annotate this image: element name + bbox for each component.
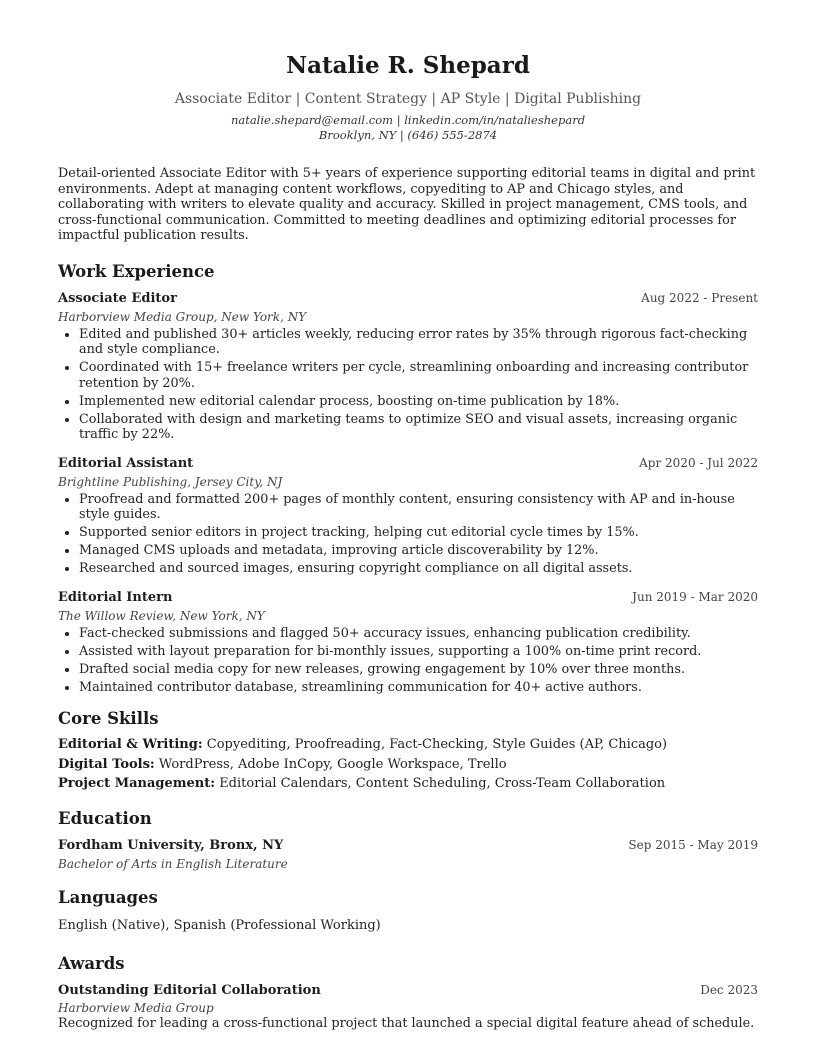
skill-row [58, 735, 758, 755]
education-section [58, 809, 758, 872]
skill-row [58, 755, 758, 775]
job-header [58, 589, 758, 606]
contact-line-location-phone: Brooklyn, NY | (646) 555-2874 [318, 128, 498, 142]
list-item: • Proofread and formatted 200+ pages of monthly content, ensuring consistency with AP and in-house style guides. [79, 492, 758, 523]
headline-tagline: Associate Editor | Content Strategy | AP Style | Digital Publishing [174, 91, 642, 107]
job-title: Editorial Assistant [58, 455, 194, 471]
list-item: • Assisted with layout preparation for bi-monthly issues, supporting a 100% on-time print record. [79, 644, 758, 660]
skill-values: Copyediting, Proofreading, Fact-Checking, Style Guides (AP, Chicago) [202, 737, 668, 752]
section-heading-awards: Awards [58, 953, 125, 973]
degree: Bachelor of Arts in English Literature [58, 856, 288, 871]
job-bullets [58, 626, 758, 696]
skill-category: Editorial & Writing: [58, 737, 203, 752]
list-item: • Fact-checked submissions and flagged 50+ accuracy issues, enhancing publication credibility. [79, 626, 758, 642]
job-organization: The Willow Review, New York, NY [58, 608, 265, 623]
award-description: Recognized for leading a cross-functional project that launched a special digital feature ahead of schedule. [58, 1015, 755, 1031]
list-item: • Researched and sourced images, ensuring copyright compliance on all digital assets. [79, 561, 758, 577]
contact-line-email-linkedin: natalie.shepard@email.com | linkedin.com/in/natalieshepard [230, 113, 586, 127]
job-bullets [58, 492, 758, 577]
job-organization: Harborview Media Group, New York, NY [58, 309, 307, 324]
list-item: • Collaborated with design and marketing teams to optimize SEO and visual assets, increasing organic traffic by 22%. [79, 412, 758, 443]
job-dates: Apr 2020 - Jul 2022 [639, 455, 758, 470]
job-title: Editorial Intern [58, 589, 173, 605]
list-item: • Implemented new editorial calendar process, boosting on-time publication by 18%. [79, 394, 758, 410]
job-entry [58, 455, 758, 577]
job-title: Associate Editor [58, 290, 177, 306]
section-heading-education: Education [58, 808, 152, 828]
award-date: Dec 2023 [700, 982, 758, 997]
job-entry [58, 589, 758, 696]
list-item: • Managed CMS uploads and metadata, improving article discoverability by 12%. [79, 543, 758, 559]
skill-category: Project Management: [58, 776, 216, 791]
skill-category: Digital Tools: [58, 756, 155, 772]
languages-section [58, 888, 758, 934]
list-item: • Drafted social media copy for new releases, growing engagement by 10% over three months. [79, 662, 758, 678]
skills-list [58, 735, 758, 794]
list-item: • Coordinated with 15+ freelance writers per cycle, streamlining onboarding and increasing contributor retention by 20%. [79, 360, 758, 391]
skill-values: Editorial Calendars, Content Scheduling, Cross-Team Collaboration [215, 776, 666, 791]
candidate-name: Natalie R. Shepard [286, 52, 530, 79]
job-dates: Jun 2019 - Mar 2020 [632, 589, 758, 604]
skill-row [58, 774, 758, 794]
work-experience-section [58, 262, 758, 696]
job-dates: Aug 2022 - Present [641, 290, 758, 305]
section-heading-languages: Languages [58, 887, 158, 907]
award-organization: Harborview Media Group [58, 1000, 214, 1015]
resume-page [58, 52, 758, 1031]
job-bullets [58, 327, 758, 443]
job-header [58, 290, 758, 307]
awards-section [58, 954, 758, 1031]
education-dates: Sep 2015 - May 2019 [628, 837, 758, 852]
list-item: • Supported senior editors in project tracking, helping cut editorial cycle times by 15%. [79, 525, 758, 541]
job-organization: Brightline Publishing, Jersey City, NJ [58, 474, 283, 489]
list-item: • Maintained contributor database, streamlining communication for 40+ active authors. [79, 680, 758, 696]
education-header [58, 837, 758, 854]
languages-list: English (Native), Spanish (Professional Working) [58, 917, 381, 933]
award-header [58, 982, 758, 999]
section-heading-experience: Work Experience [58, 261, 215, 281]
section-heading-skills: Core Skills [58, 709, 159, 728]
job-entry [58, 290, 758, 443]
skill-values: WordPress, Adobe InCopy, Google Workspace, Trello [154, 756, 507, 772]
award-title: Outstanding Editorial Collaboration [58, 982, 321, 998]
list-item: • Edited and published 30+ articles weekly, reducing error rates by 35% through rigorous fact-checking and style compliance. [79, 327, 758, 358]
job-header [58, 455, 758, 472]
professional-summary: Detail-oriented Associate Editor with 5+ years of experience supporting editorial teams in digital and print environments. Adept at managing content workflows, copyediting to AP and Chicago styles, and collaborating with writers to elevate quality and accuracy. Skilled in project management, CMS tools, and cross-functional communication. Committed to meeting deadlines and optimizing editorial processes for impactful publication results. [58, 166, 756, 243]
core-skills-section [58, 709, 758, 794]
school-name: Fordham University, Bronx, NY [58, 837, 284, 853]
